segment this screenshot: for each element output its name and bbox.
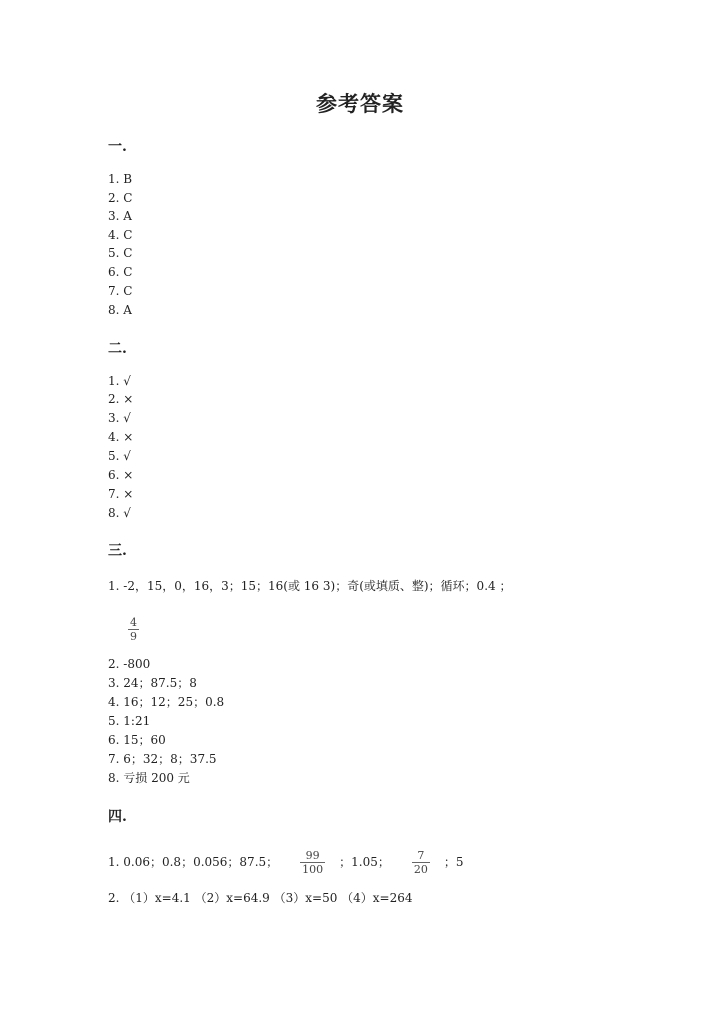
- answer-1-5: 5. C: [108, 246, 133, 260]
- answer-3-5: 5. 1:21: [108, 714, 151, 728]
- answer-3-2: 2. -800: [108, 657, 151, 671]
- answer-1-2: 2. C: [108, 191, 133, 205]
- section-heading-2: 二.: [108, 341, 127, 357]
- section-heading-4: 四.: [108, 809, 127, 825]
- section-heading-1: 一.: [108, 139, 127, 155]
- answer-1-8: 8. A: [108, 303, 132, 317]
- fraction-7-20: [412, 849, 430, 876]
- answer-3-3: 3. 24；87.5；8: [108, 676, 197, 690]
- answer-1-3: 3. A: [108, 209, 132, 223]
- answer-3-6: 6. 15；60: [108, 733, 166, 747]
- fraction-numerator: 4: [130, 616, 137, 629]
- answer-3-4: 4. 16；12；25；0.8: [108, 695, 225, 709]
- answer-4-1-part3: ；5: [443, 855, 464, 869]
- answer-3-8: 8. 亏损 200 元: [108, 771, 190, 785]
- answer-4-1: [108, 846, 464, 878]
- fraction-denominator: 100: [302, 863, 324, 876]
- answer-2-3: 3. √: [108, 411, 131, 425]
- fraction-denominator: 20: [413, 863, 428, 876]
- fraction-4-9: [128, 616, 139, 643]
- answer-1-1: 1. B: [108, 172, 133, 186]
- answer-2-5: 5. √: [108, 449, 131, 463]
- fraction-numerator: 7: [417, 849, 425, 862]
- answer-2-6: 6. ×: [108, 468, 134, 482]
- fraction-denominator: 9: [130, 630, 137, 643]
- answer-1-6: 6. C: [108, 265, 133, 279]
- fraction-99-100: [300, 849, 325, 876]
- fraction-numerator: 99: [305, 849, 320, 862]
- answer-1-4: 4. C: [108, 228, 133, 242]
- answer-3-7: 7. 6；32；8；37.5: [108, 752, 217, 766]
- section-heading-3: 三.: [108, 543, 127, 559]
- page-title: 参考答案: [316, 91, 404, 116]
- answer-4-2: 2. （1）x=4.1 （2）x=64.9 （3）x=50 （4）x=264: [108, 891, 413, 905]
- answer-2-1: 1. √: [108, 374, 131, 388]
- answer-4-1-part2: ；1.05；: [339, 855, 390, 869]
- answer-2-7: 7. ×: [108, 487, 134, 501]
- answer-2-4: 4. ×: [108, 430, 134, 444]
- answer-4-1-part1: 1. 0.06；0.8；0.056；87.5；: [108, 855, 279, 869]
- answer-3-1: 1. -2，15，0，16，3；15；16(或 16 3)；奇(或填质、整)；循环；0.4 ；: [108, 579, 512, 593]
- answer-2-2: 2. ×: [108, 392, 134, 406]
- answer-2-8: 8. √: [108, 506, 131, 520]
- answer-1-7: 7. C: [108, 284, 133, 298]
